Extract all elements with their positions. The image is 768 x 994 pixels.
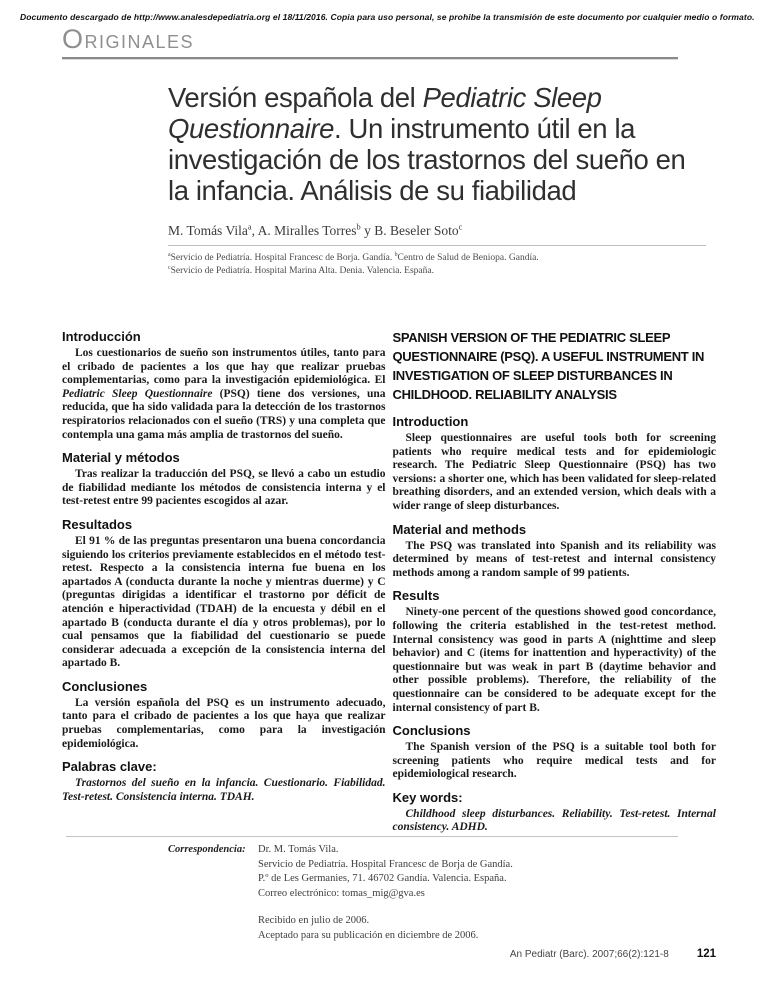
author-name: y B. Beseler Soto — [360, 223, 459, 238]
accepted-line: Aceptado para su publicación en diciembre de 2006. — [258, 929, 479, 941]
article-front-matter — [168, 82, 706, 277]
paragraph-results: Ninety-one percent of the questions showed good concordance, following the criteria established in the test-retest method. Internal consistency was good in parts A (nighttime and sleep behavior) and C (items for inattention and hyperactivity) of the questionnaire but was weak in part B (daytime behavior and other possible problems). Therefore, the reliability of the questionnaire can be considered to be adequate except for the internal consistency of part B. — [392, 606, 716, 714]
title-segment: Versión española del — [168, 82, 423, 113]
affiliation-sup: b — [356, 222, 361, 232]
heading-key-words: Key words: — [392, 789, 463, 805]
heading-conclusiones: Conclusiones — [62, 678, 148, 694]
authors-line — [168, 223, 706, 239]
abstract-spanish-column — [62, 326, 386, 804]
affiliations-line-2 — [168, 265, 706, 278]
received-line: Recibido en julio de 2006. — [258, 915, 370, 926]
paragraph-introduccion — [62, 347, 386, 442]
heading-resultados: Resultados — [62, 516, 133, 532]
paragraph-key-words: Childhood sleep disturbances. Reliability. Test-retest. Internal consistency. ADHD. — [392, 807, 716, 834]
correspondence-line: Dr. M. Tomás Vila. — [258, 844, 339, 855]
heading-material-and-methods: Material and methods — [392, 521, 527, 537]
correspondence-email-line: Correo electrónico: tomas_mig@gva.es — [258, 887, 425, 899]
spacer — [258, 901, 513, 914]
paragraph-introduction: Sleep questionnaires are useful tools both for screening patients who require medical tests and for epidemiologic research. The Pediatric Sleep Questionnaire (PSQ) has two versions: a shorter one, which has been validated for sleep-related breathing disorders, and an extended version, which deals with a wider range of sleep disturbances. — [392, 432, 716, 512]
heading-results: Results — [392, 588, 440, 604]
title-segment: . Un instrumento útil en la investigación de los trastornos del sueño en la infancia. Análisis de su fiabilidad — [168, 113, 686, 206]
affiliation-text: Servicio de Pediatría. Hospital Francesc de Borja. Gandía. — [170, 253, 395, 263]
section-label — [62, 26, 194, 53]
article-title — [168, 82, 708, 206]
correspondence-block — [168, 843, 513, 943]
affiliation-sup: a — [247, 222, 252, 232]
section-rule — [62, 57, 678, 60]
affiliation-sup: c — [458, 222, 463, 232]
correspondence-label: Correspondencia: — [168, 844, 246, 855]
correspondence-lines — [258, 843, 513, 943]
page-footer — [510, 948, 716, 960]
paragraph-resultados: El 91 % de las preguntas presentaron una buena concordancia siguiendo los criterios previamente establecidos en el método test-retest. Respecto a la consistencia interna fue buena en los apartados A (conducta durante la noche y mientras duerme) y C (preguntas dirigidas a identificar el trastorno por déficit de atención e hiperactividad (TDAH) de la encuesta y débil en el apartado B (conducta durante el día y otros problemas), por lo cual pensamos que la fiabilidad del cuestionario se puede considerar adecuada a excepción de la consistencia interna del apartado B. — [62, 534, 386, 670]
abstract-english-column — [393, 326, 717, 835]
paragraph-italic-segment: Pediatric Sleep Questionnaire — [62, 387, 213, 400]
journal-citation: An Pediatr (Barc). 2007;66(2):121-8 — [509, 949, 669, 960]
correspondence-line: Servicio de Pediatría. Hospital Francesc de Borja de Gandía. — [258, 858, 513, 870]
page-number: 121 — [696, 948, 716, 960]
affiliation-sup: c — [168, 264, 171, 271]
english-title: SPANISH VERSION OF THE PEDIATRIC SLEEP QUESTIONNAIRE (PSQ). A USEFUL INSTRUMENT IN INVESTIGATION OF SLEEP DISTURBANCES IN CHILDHOOD. RELIABILITY ANALYSIS — [392, 330, 705, 402]
authors-divider — [168, 245, 706, 246]
affiliation-sup: a — [168, 251, 171, 258]
paragraph-palabras-clave: Trastornos del sueño en la infancia. Cuestionario. Fiabilidad. Test-retest. Consistencia interna. TDAH. — [62, 777, 386, 803]
affiliations-line-1 — [168, 252, 706, 265]
paragraph-material-y-metodos: Tras realizar la traducción del PSQ, se llevó a cabo un estudio de fiabilidad mediante los métodos de consistencia interna y el test-retest entre 99 pacientes escogidos al azar. — [62, 468, 386, 508]
heading-material-y-metodos: Material y métodos — [62, 450, 180, 466]
correspondence-divider — [66, 836, 678, 837]
paragraph-conclusiones: La versión española del PSQ es un instrumento adecuado, tanto para el cribado de pacientes a los que haya que realizar pruebas complementarias, como para la investigación epidemiológica. — [62, 696, 386, 750]
abstract-columns — [62, 326, 716, 835]
paragraph-segment: (PSQ) tiene dos versiones, una reducida, que ha sido validada para la detección de los trastornos respiratorios relacionados con el sueño (TRS) y una completa que contempla una gama más amplia de trastornos del sueño. — [62, 387, 386, 441]
download-stamp: Documento descargado de http://www.analesdepediatria.org el 18/11/2016. Copia para uso personal, se prohibe la transmisión de este documento por cualquier medio o formato. — [20, 12, 755, 22]
section-label-rest: RIGINALES — [84, 32, 195, 52]
heading-palabras-clave: Palabras clave: — [62, 759, 157, 775]
heading-introduccion: Introducción — [62, 329, 141, 344]
heading-conclusions: Conclusions — [392, 723, 471, 739]
paragraph-material-and-methods: The PSQ was translated into Spanish and its reliability was determined by means of test-retest and internal consistency methods among a random sample of 99 patients. — [392, 539, 716, 579]
section-label-initial: O — [62, 24, 85, 54]
affiliation-text: Centro de Salud de Beniopa. Gandía. — [397, 253, 539, 263]
author-name: , A. Miralles Torres — [251, 223, 357, 238]
correspondence-line: P.º de Les Germanies, 71. 46702 Gandía. Valencia. España. — [258, 873, 507, 884]
paragraph-conclusions: The Spanish version of the PSQ is a suitable tool both for screening patients who require medical tests and for epidemiological research. — [392, 741, 716, 781]
heading-introduction: Introduction — [392, 414, 469, 429]
title-italic-segment: Pediatric Sleep Questionnaire — [168, 82, 602, 144]
author-name: M. Tomás Vila — [168, 223, 248, 238]
paragraph-segment: Los cuestionarios de sueño son instrumentos útiles, tanto para el cribado de pacientes a los que hay que realizar pruebas complementarias, como para la investigación epidemiológica. El — [62, 347, 386, 387]
affiliation-sup: b — [394, 251, 398, 258]
affiliation-text: Servicio de Pediatría. Hospital Marina Alta. Denia. Valencia. España. — [170, 265, 434, 276]
